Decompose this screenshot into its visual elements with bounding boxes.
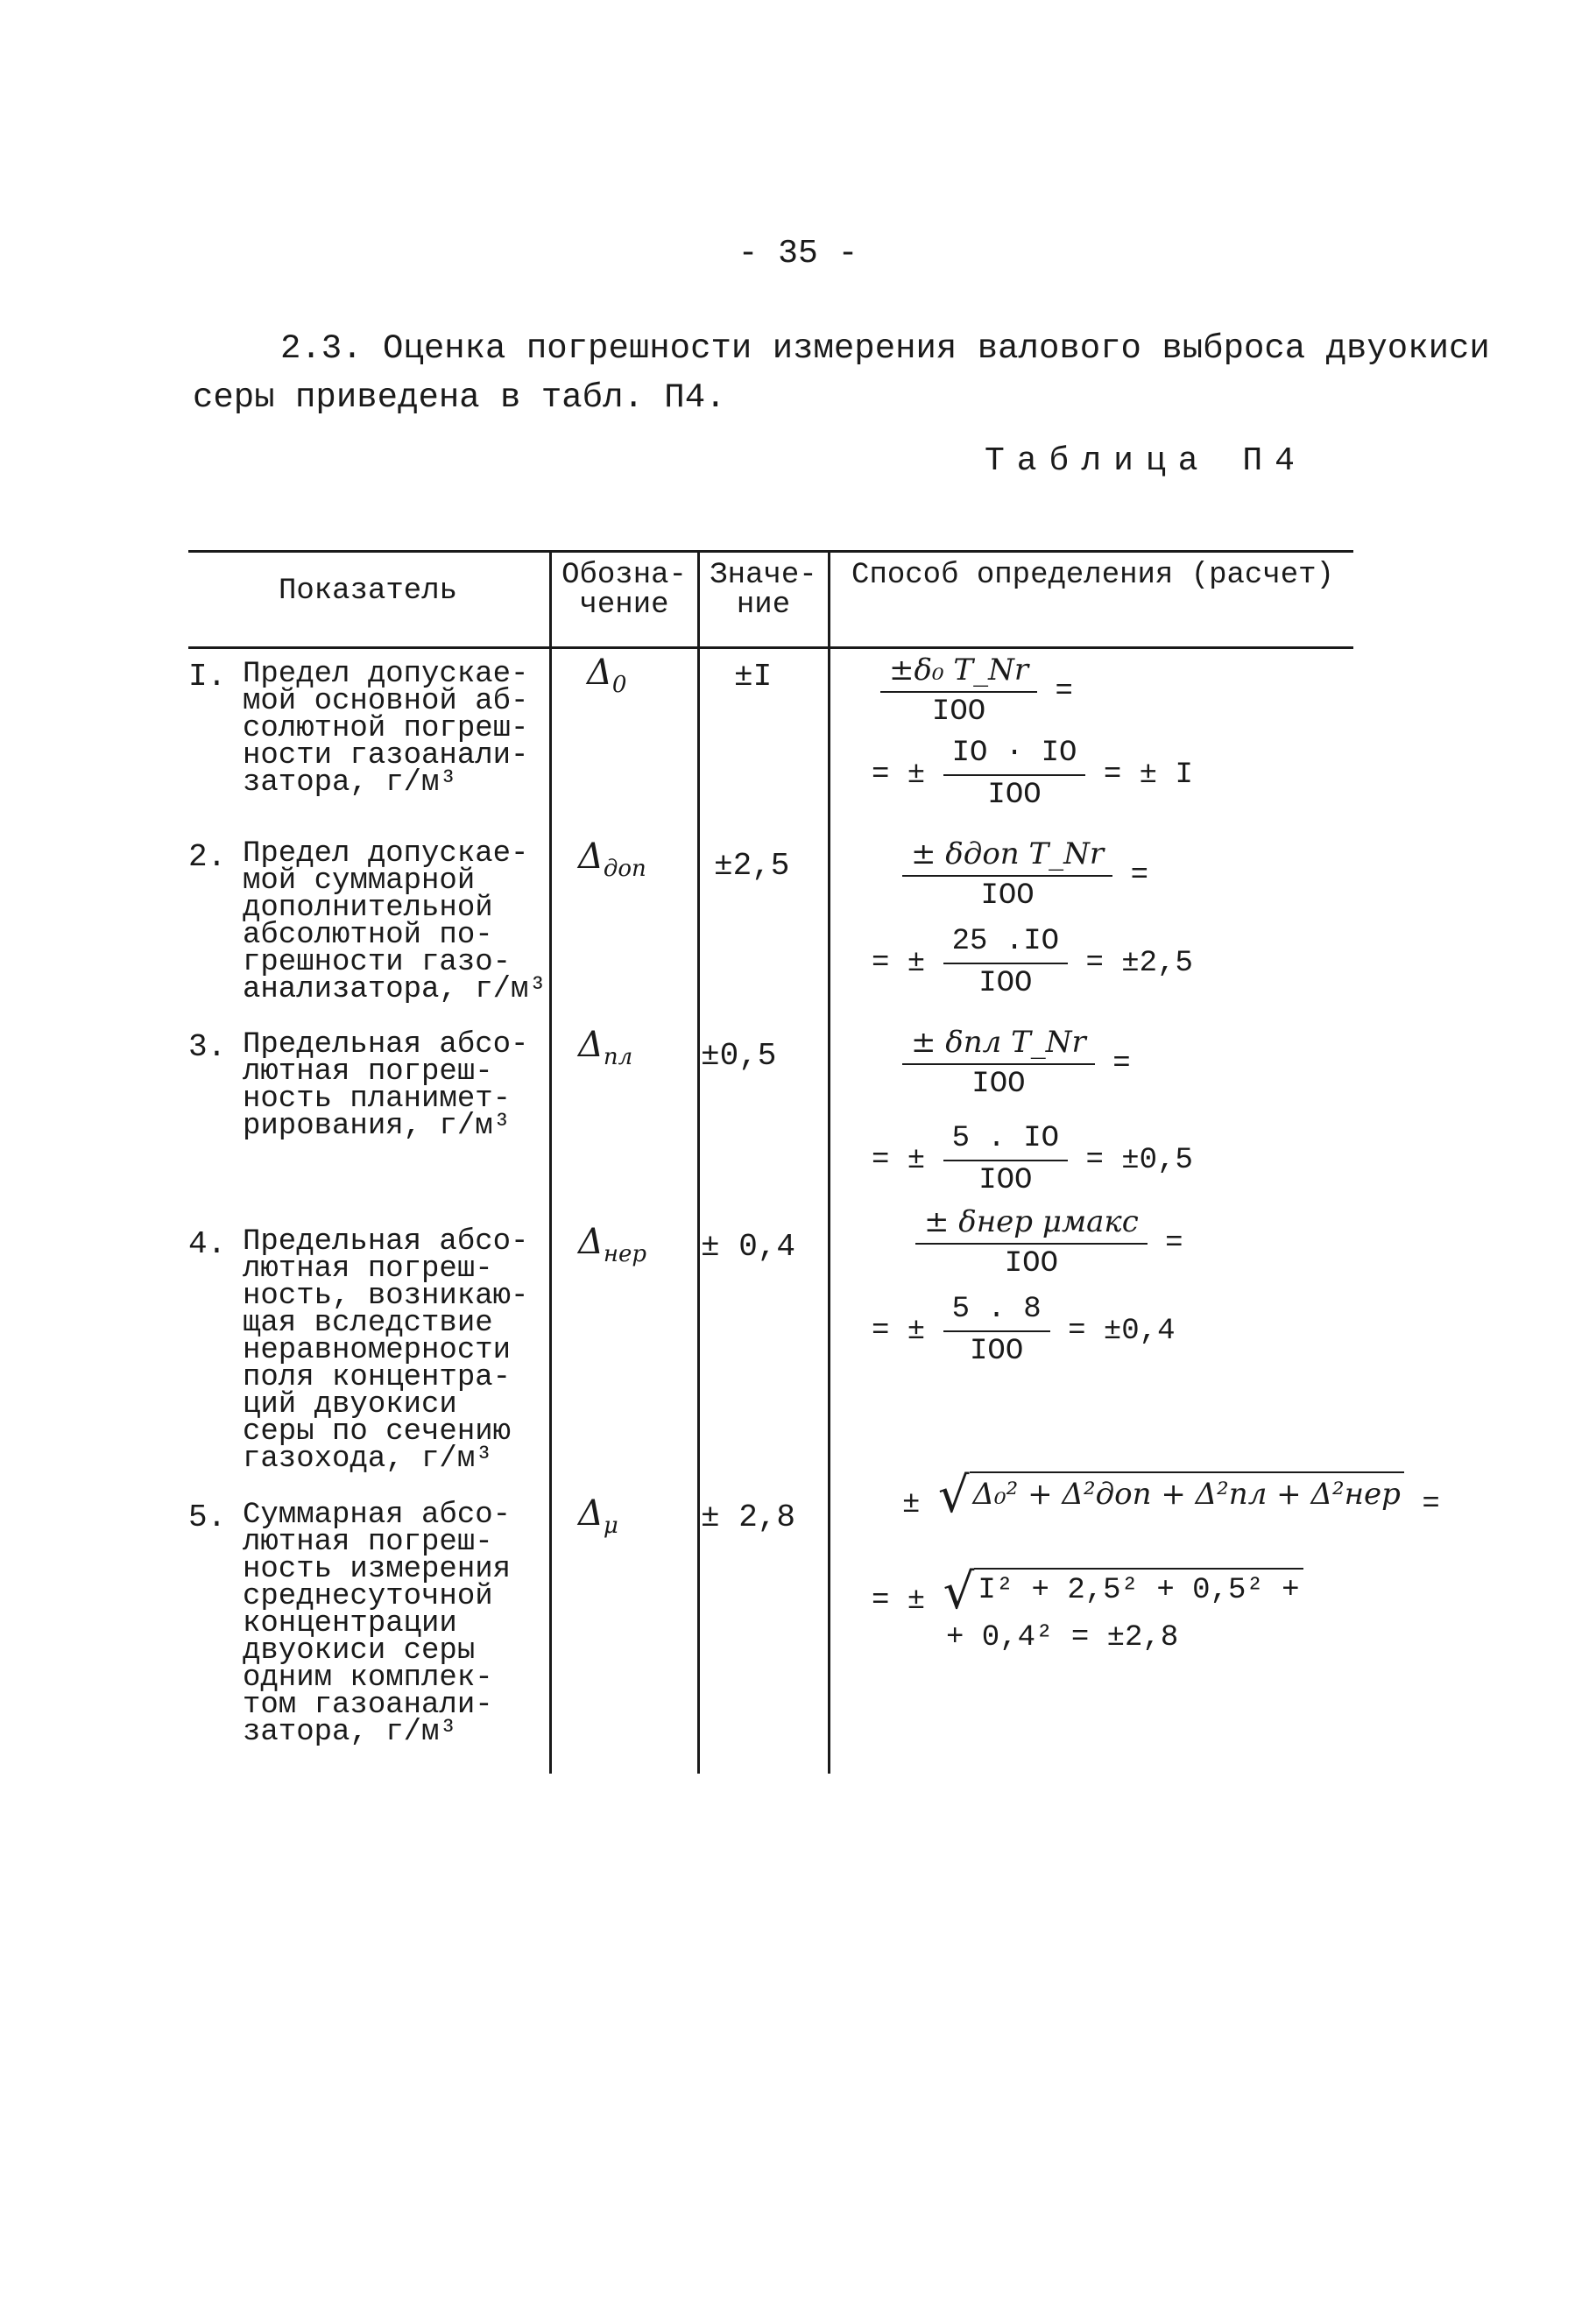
row-2-number: 2. — [188, 839, 227, 875]
row-5-symbol: $\Delta_\mu$ — [578, 1493, 618, 1539]
row-1-symbol: $\Delta_0$ — [587, 653, 627, 698]
row-1-number: I. — [188, 659, 227, 695]
table-header-rule — [188, 646, 1353, 649]
header-method: Способ определения (расчет) — [851, 559, 1334, 592]
row-1-indicator: Предел допускае- мой основной аб- солютной погреш- ности газоанали- затора, г/м³ — [243, 658, 529, 800]
row-4-calc-a: $\frac{\text{± δнер μмакс}}{\text{IOO}}$ = — [915, 1204, 1183, 1281]
row-3-calc-a: $\frac{\text{± δпл T\_Nr}}{\text{IOO}}$ = — [902, 1025, 1131, 1102]
row-3-calc-b: = ± $\frac{5 . IO}{\text{IOO}}$ = ±0,5 — [872, 1122, 1193, 1197]
column-divider-1 — [549, 552, 552, 1774]
row-1-calc-b: = ± $\frac{IO \cdot IO}{\text{IOO}}$ = ± I — [872, 737, 1193, 812]
row-2-calc-b: = ± $\frac{25 .IO}{\text{IOO}}$ = ±2,5 — [872, 925, 1193, 1000]
row-5-calc-line-2: = ± √ I² + 2,5² + 0,5² + — [872, 1568, 1303, 1619]
row-4-value: ± 0,4 — [701, 1229, 796, 1265]
row-1-value: ±I — [734, 659, 773, 695]
row-5-value: ± 2,8 — [701, 1499, 796, 1535]
row-5-number: 5. — [188, 1499, 227, 1535]
row-2-value: ±2,5 — [714, 848, 790, 884]
table-caption: Таблица П4 — [984, 442, 1307, 480]
row-2-indicator: Предел допускае- мой суммарной дополнительной абсолютной по- грешности газо- анализатора, г/м³ — [243, 837, 547, 1006]
row-3-symbol: $\Delta_{пл}$ — [578, 1025, 633, 1070]
row-5-calc-line-3: + 0,4² = ±2,8 — [946, 1621, 1179, 1654]
row-4-indicator: Предельная абсо- лютная погреш- ность, возникаю- щая вследствие неравномерности поля концентра- ций двуокиси серы по сечению газохода, г/м³ — [243, 1225, 529, 1476]
column-divider-2 — [697, 552, 700, 1774]
intro-line-1: 2.3. Оценка погрешности измерения валового выброса двуокиси — [280, 329, 1490, 368]
header-value: Значе- ние — [710, 559, 817, 622]
sqrt-icon: √ — [937, 1467, 970, 1524]
row-5-calc-line-1: ± √ Δ₀² + Δ²доп + Δ²пл + Δ²нер = — [902, 1467, 1440, 1524]
row-3-value: ±0,5 — [701, 1038, 777, 1074]
row-2-symbol: $\Delta_{доп}$ — [578, 836, 646, 882]
row-4-symbol: $\Delta_{нер}$ — [578, 1222, 647, 1267]
header-designation: Обозна- чение — [561, 559, 687, 622]
intro-paragraph — [193, 324, 1490, 422]
row-4-number: 4. — [188, 1226, 227, 1262]
row-3-number: 3. — [188, 1029, 227, 1065]
row-1-calc-a: $\frac{\text{±δ₀ T\_Nr}}{\text{IOO}}$ = — [880, 653, 1073, 730]
column-divider-3 — [828, 552, 830, 1774]
header-indicator: Показатель — [278, 575, 458, 608]
sqrt-icon-2: √ — [943, 1563, 975, 1620]
page-number: - 35 - — [738, 235, 858, 272]
row-3-indicator: Предельная абсо- лютная погреш- ность планимет- рирования, г/м³ — [243, 1028, 529, 1143]
row-2-calc-a: $\frac{\text{± δдоп T\_Nr}}{\text{IOO}}$ = — [902, 836, 1148, 914]
intro-line-2: серы приведена в табл. П4. — [193, 378, 726, 417]
table-top-rule — [188, 550, 1353, 553]
row-5-indicator: Суммарная абсо- лютная погреш- ность измерения среднесуточной концентрации двуокиси серы одним комплек- том газоанали- затора, г/м³ — [243, 1499, 512, 1749]
row-4-calc-b: = ± $\frac{5 . 8}{\text{IOO}}$ = ±0,4 — [872, 1293, 1176, 1368]
